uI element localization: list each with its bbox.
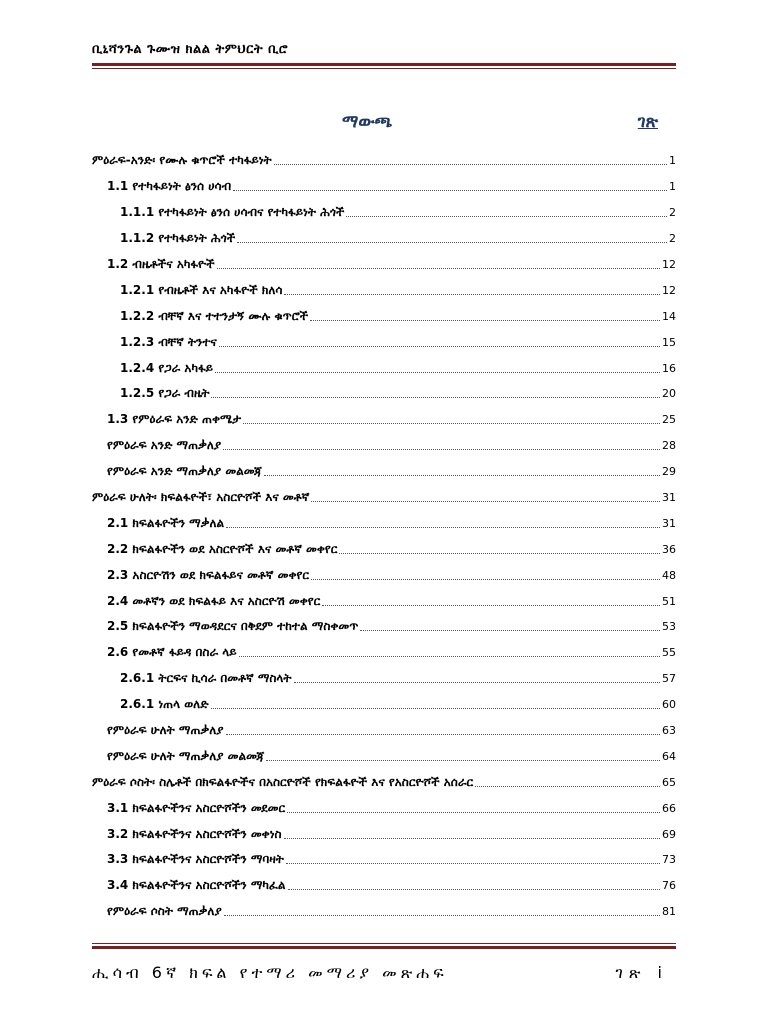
toc-dot-leader xyxy=(264,475,660,476)
toc-dot-leader xyxy=(233,190,667,191)
toc-entry-page: 25 xyxy=(662,413,676,427)
toc-entry-label: 1.2.4 የጋራ አካፋይ xyxy=(120,360,214,375)
toc-entry-label: 1.1.1 የተካፋይነት ፅንሰ ሀሳብና የተካፋይነት ሕጎች xyxy=(120,205,345,220)
table-of-contents xyxy=(92,148,676,925)
toc-entry-page: 53 xyxy=(662,620,676,634)
toc-entry[interactable] xyxy=(92,795,676,821)
toc-entry[interactable] xyxy=(92,821,676,847)
toc-entry-label: 3.4 ክፍልፋዮችንና አስርዮሾችን ማካፈል xyxy=(107,878,286,893)
toc-dot-leader xyxy=(294,682,660,683)
toc-entry[interactable] xyxy=(92,148,676,174)
toc-entry-label: የምዕራፍ አንድ ማጠቃለያ መልመጃ xyxy=(107,464,262,479)
toc-dot-leader xyxy=(226,734,660,735)
toc-entry[interactable] xyxy=(92,692,676,718)
toc-entry[interactable] xyxy=(92,718,676,744)
toc-dot-leader xyxy=(211,708,661,709)
toc-entry-label: 1.2.2 ብቸኛ እና ተተንታኝ ሙሉ ቁጥሮች xyxy=(120,308,309,323)
toc-dot-leader xyxy=(346,216,667,217)
toc-entry-page: 55 xyxy=(662,646,676,660)
toc-entry[interactable] xyxy=(92,640,676,666)
page-footer xyxy=(92,943,676,983)
toc-entry-page: 60 xyxy=(662,698,676,712)
toc-entry-label: 2.1 ክፍልፋዮችን ማቃለል xyxy=(107,515,225,530)
toc-entry-label: 2.6.1 ነጠላ ወለድ xyxy=(120,697,209,712)
toc-entry-label: 3.2 ክፍልፋዮችንና አስርዮሾችን መቀነስ xyxy=(107,826,282,841)
toc-entry[interactable] xyxy=(92,562,676,588)
toc-entry[interactable] xyxy=(92,536,676,562)
toc-entry-label: የምዕራፍ ሁለት ማጠቃለያ መልመጃ xyxy=(107,748,265,763)
toc-dot-leader xyxy=(284,294,660,295)
toc-entry[interactable] xyxy=(92,226,676,252)
toc-dot-leader xyxy=(311,501,660,502)
toc-entry[interactable] xyxy=(92,666,676,692)
toc-dot-leader xyxy=(288,889,660,890)
toc-entry[interactable] xyxy=(92,614,676,640)
toc-entry-label: የምዕራፍ ሶስት ማጠቃለያ xyxy=(107,904,222,919)
toc-dot-leader xyxy=(226,527,660,528)
toc-entry-page: 81 xyxy=(662,905,676,919)
toc-dot-leader xyxy=(274,164,667,165)
toc-entry[interactable] xyxy=(92,355,676,381)
toc-entry-page: 73 xyxy=(662,853,676,867)
footer-book-title: ሒሳብ 6ኛ ክፍል የተማሪ መማሪያ መጽሐፍ xyxy=(92,963,448,982)
toc-entry[interactable] xyxy=(92,873,676,899)
toc-entry-page: 51 xyxy=(662,594,676,608)
toc-entry-label: 2.6.1 ትርፍና ኪሳራ በመቶኛ ማስላት xyxy=(120,671,292,686)
toc-entry-page: 36 xyxy=(662,542,676,556)
toc-entry-page: 1 xyxy=(669,154,676,168)
toc-entry-label: 3.1 ክፍልፋዮችንና አስርዮሾችን መደመር xyxy=(107,800,286,815)
toc-entry-label: ምዕራፍ-አንድ፡ የሙሉ ቁጥሮች ተካፋይነት xyxy=(92,153,272,168)
toc-entry-page: 57 xyxy=(662,672,676,686)
toc-entry[interactable] xyxy=(92,252,676,278)
toc-dot-leader xyxy=(287,812,660,813)
toc-entry-page: 31 xyxy=(662,491,676,505)
toc-dot-leader xyxy=(224,915,660,916)
toc-dot-leader xyxy=(286,863,660,864)
header-rule-thick xyxy=(92,63,676,66)
toc-dot-leader xyxy=(475,786,660,787)
toc-entry-page: 64 xyxy=(662,749,676,763)
toc-dot-leader xyxy=(310,320,660,321)
toc-entry-page: 1 xyxy=(669,180,676,194)
toc-entry[interactable] xyxy=(92,277,676,303)
toc-entry-label: 1.2.5 የጋራ ብዜት xyxy=(120,386,210,401)
toc-entry-page: 76 xyxy=(662,879,676,893)
toc-entry-label: ምዕራፍ ሶስት፡ ስሌቶች በክፍልፋዮችና በአስርዮሾች የክፍልፋዮች እና የአስርዮሾች አሰራር xyxy=(92,774,474,789)
toc-entry-page: 16 xyxy=(662,361,676,375)
toc-dot-leader xyxy=(223,449,660,450)
toc-entry-page: 2 xyxy=(669,206,676,220)
toc-entry-page: 28 xyxy=(662,439,676,453)
toc-dot-leader xyxy=(360,630,660,631)
toc-entry-label: 3.3 ክፍልፋዮችንና አስርዮሾችን ማባዛት xyxy=(107,852,284,867)
toc-dot-leader xyxy=(284,838,660,839)
toc-dot-leader xyxy=(217,268,660,269)
toc-entry[interactable] xyxy=(92,407,676,433)
toc-entry-label: የምዕራፍ አንድ ማጠቃለያ xyxy=(107,438,222,453)
toc-entry-page: 48 xyxy=(662,568,676,582)
toc-entry-label: 2.6 የመቶኛ ፋይዳ በስራ ላይ xyxy=(107,645,237,660)
toc-entry-label: 1.1.2 የተካፋይነት ሕጎች xyxy=(120,231,236,246)
toc-entry-page: 12 xyxy=(662,283,676,297)
toc-entry[interactable] xyxy=(92,743,676,769)
toc-entry-label: ምዕራፍ ሁለት፡ ክፍልፋዮች፣ አስርዮሾች እና መቶኛ xyxy=(92,490,310,505)
toc-entry-page: 66 xyxy=(662,801,676,815)
toc-entry[interactable] xyxy=(92,303,676,329)
toc-entry[interactable] xyxy=(92,510,676,536)
toc-entry-page: 31 xyxy=(662,516,676,530)
toc-entry[interactable] xyxy=(92,459,676,485)
toc-entry[interactable] xyxy=(92,329,676,355)
toc-entry-page: 14 xyxy=(662,309,676,323)
toc-entry-page: 12 xyxy=(662,258,676,271)
toc-dot-leader xyxy=(339,553,660,554)
toc-entry[interactable] xyxy=(92,769,676,795)
toc-entry[interactable] xyxy=(92,485,676,511)
toc-entry-label: የምዕራፍ ሁለት ማጠቃለያ xyxy=(107,723,224,738)
toc-entry-label: 1.2 ብዜቶችና አካፋዮች xyxy=(107,257,215,271)
toc-entry-label: 1.3 የምዕራፍ አንድ ጠቀሜታ xyxy=(107,412,242,427)
toc-dot-leader xyxy=(322,605,660,606)
footer-page-label: ገጽ i xyxy=(615,963,668,982)
toc-entry[interactable] xyxy=(92,381,676,407)
toc-dot-leader xyxy=(239,656,660,657)
toc-entry[interactable] xyxy=(92,200,676,226)
toc-entry-page: 65 xyxy=(662,775,676,789)
header-title: ቢኒሻንጉል ጉሙዝ ክልል ትምህርት ቢሮ xyxy=(92,42,288,57)
toc-entry[interactable] xyxy=(92,588,676,614)
toc-dot-leader xyxy=(243,423,660,424)
toc-entry-page: 20 xyxy=(662,387,676,401)
toc-entry-label: 1.2.3 ብቸኛ ትንተና xyxy=(120,334,217,349)
toc-dot-leader xyxy=(211,397,660,398)
toc-entry-page: 69 xyxy=(662,827,676,841)
toc-entry-page: 2 xyxy=(669,232,676,246)
toc-page-heading: ገጽ xyxy=(637,112,658,132)
footer-rule-thick xyxy=(92,946,676,949)
toc-dot-leader xyxy=(266,760,660,761)
toc-title-row xyxy=(92,112,676,138)
toc-entry-page: 63 xyxy=(662,724,676,738)
toc-entry[interactable] xyxy=(92,847,676,873)
toc-title: ማውጫ xyxy=(342,112,393,132)
toc-entry-label: 1.2.1 የብዜቶች እና አካፋዮች ክለሳ xyxy=(120,282,283,297)
footer-rule-thin xyxy=(92,943,676,944)
toc-entry-label: 2.3 አስርዮሽን ወደ ክፍልፋይና መቶኛ መቀየር xyxy=(107,567,309,582)
toc-dot-leader xyxy=(311,579,660,580)
toc-entry[interactable] xyxy=(92,899,676,925)
page-header xyxy=(92,42,676,69)
toc-entry-label: 1.1 የተካፋይነት ፅንሰ ሀሳብ xyxy=(107,179,232,194)
toc-dot-leader xyxy=(215,372,660,373)
toc-entry-label: 2.2 ክፍልፋዮችን ወደ አስርዮሾች እና መቶኛ መቀየር xyxy=(107,541,338,556)
toc-entry[interactable] xyxy=(92,174,676,200)
toc-entry-label: 2.5 ክፍልፋዮችን ማወዳደርና በቅደም ተከተል ማስቀመጥ xyxy=(107,619,359,634)
toc-dot-leader xyxy=(219,346,660,347)
toc-entry-label: 2.4 መቶኛን ወደ ክፍልፋይ እና አስርዮሽ መቀየር xyxy=(107,593,321,608)
toc-entry-page: 29 xyxy=(662,465,676,479)
toc-entry[interactable] xyxy=(92,433,676,459)
header-rule-thin xyxy=(92,68,676,69)
toc-entry-page: 15 xyxy=(662,335,676,349)
toc-dot-leader xyxy=(237,242,667,243)
